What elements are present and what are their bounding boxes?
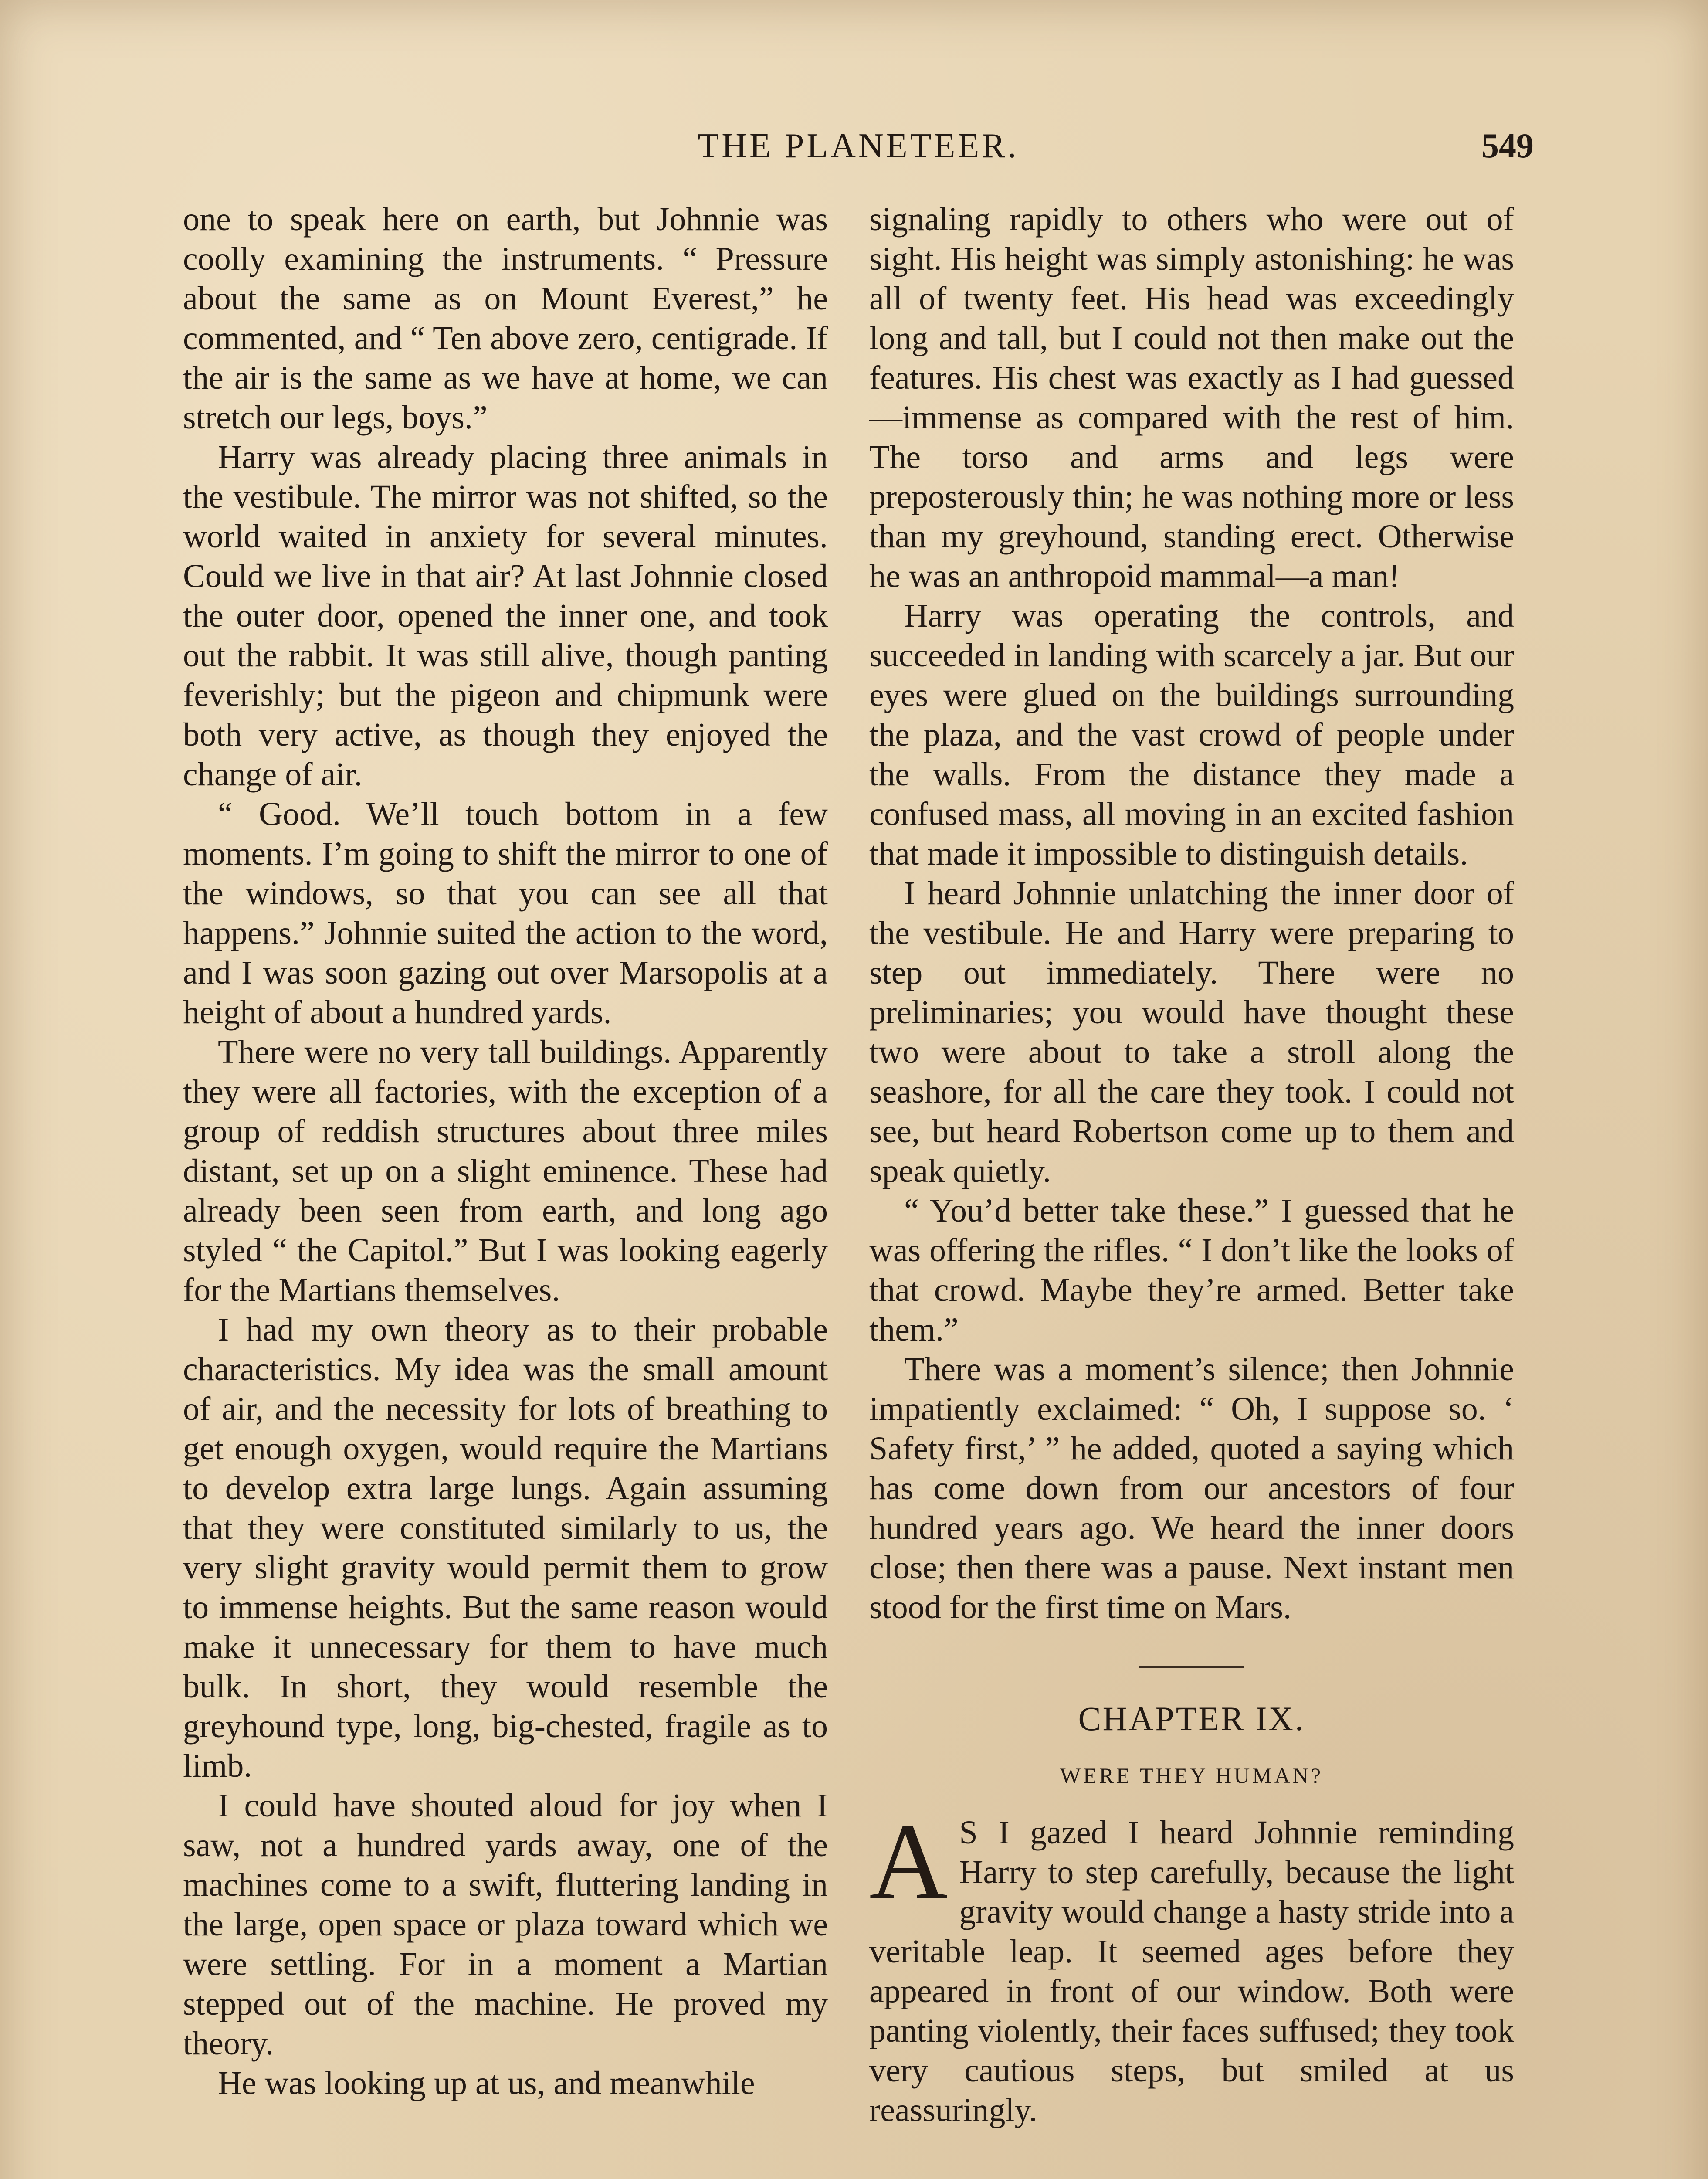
right-paragraph-1: signaling rapidly to others who were out of sight. His height was simply astonishing: he was all of twenty feet. His head was exceedingly long and tall, but I could not then make out the features. His chest was exactly as I had guessed—immense as compared with the rest of him. The torso and arms and legs were preposterously thin; he was nothing more or less than my greyhound, standing erect. Otherwise he was an anthropoid mammal—a man! (869, 201, 1514, 594)
right-paragraph-5: There was a moment’s silence; then Johnnie impatiently exclaimed: “ Oh, I suppose so. ‘ Safety first,’ ” he added, quoted a saying which has come down from our ancestors of four hundred years ago. We heard the inner doors close; then there was a pause. Next instant men stood for the first time on Mars. (869, 1351, 1514, 1626)
chapter-heading: CHAPTER IX. (1078, 1700, 1305, 1738)
right-column (869, 200, 1514, 2179)
left-paragraph-4: There were no very tall buildings. Apparently they were all factories, with the exception of a group of reddish structures about three miles distant, set up on a slight eminence. These had already been seen from earth, and long ago styled “ the Capitol.” But I was looking eagerly for the Martians themselves. (183, 1034, 828, 1308)
left-column (183, 200, 828, 2179)
right-paragraph-4: “ You’d better take these.” I guessed that he was offering the rifles. “ I don’t like the looks of that crowd. Maybe they’re armed. Better take them.” (869, 1192, 1514, 1348)
left-paragraph-7: He was looking up at us, and meanwhile (218, 2065, 755, 2101)
left-paragraph-3: “ Good. We’ll touch bottom in a few moments. I’m going to shift the mirror to one of the windows, so that you can see all that happens.” Johnnie suited the action to the word, and I was soon gazing out over Marsopolis at a height of about a hundred yards. (183, 796, 828, 1031)
right-paragraph-2: Harry was operating the controls, and succeeded in landing with scarcely a jar. But our eyes were glued on the buildings surrounding the plaza, and the vast crowd of people under the walls. From the distance they made a confused mass, all moving in an excited fashion that made it impossible to distinguish details. (869, 597, 1514, 872)
left-paragraph-6: I could have shouted aloud for joy when I saw, not a hundred yards away, one of the machines come to a swift, fluttering landing in the large, open space or plaza toward which we were settling. For in a moment a Martian stepped out of the machine. He proved my theory. (183, 1787, 828, 2062)
page-number: 549 (1481, 127, 1534, 165)
left-paragraph-5: I had my own theory as to their probable characteristics. My idea was the small amount of air, and the necessity for lots of breathing to get enough oxygen, would require the Martians to develop extra large lungs. Again assuming that they were constituted similarly to us, the very slight gravity would permit them to grow to immense heights. But the same reason would make it unnecessary for them to have much bulk. In short, they would resemble the greyhound type, long, big-chested, fragile as to limb. (183, 1311, 828, 1784)
running-head (183, 122, 1534, 183)
right-paragraph-3: I heard Johnnie unlatching the inner door of the vestibule. He and Harry were preparing to step out immediately. There were no preliminaries; you would have thought these two were about to take a stroll along the seashore, for all the care they took. I could not see, but heard Robertson come up to them and speak quietly. (869, 875, 1514, 1189)
left-paragraph-1: one to speak here on earth, but Johnnie was coolly examining the instruments. “ Pressure about the same as on Mount Everest,” he commented, and “ Ten above zero, centigrade. If the air is the same as we have at home, we can stretch our legs, boys.” (183, 201, 828, 436)
chapter-subtitle: WERE THEY HUMAN? (1060, 1763, 1324, 1788)
chapter-opening-text: S I gazed I heard Johnnie reminding Harry to step carefully, because the light gravity would change a hasty stride into a veritable leap. It seemed ages before they appeared in front of our window. Both were panting violently, their faces suffused; they took very cautious steps, but smiled at us reassuringly. (869, 1814, 1514, 2128)
drop-cap-letter: A (869, 1801, 948, 1922)
chapter-opening-paragraph (869, 1801, 1514, 2130)
left-paragraph-2: Harry was already placing three animals in the vestibule. The mirror was not shifted, so the world waited in anxiety for several minutes. Could we live in that air? At last Johnnie closed the outer door, opened the inner one, and took out the rabbit. It was still alive, though panting feverishly; but the pigeon and chipmunk were both very active, as though they enjoyed the change of air. (183, 439, 828, 793)
running-title: THE PLANETEER. (698, 127, 1019, 165)
chapter-divider-rule (1139, 1666, 1244, 1668)
